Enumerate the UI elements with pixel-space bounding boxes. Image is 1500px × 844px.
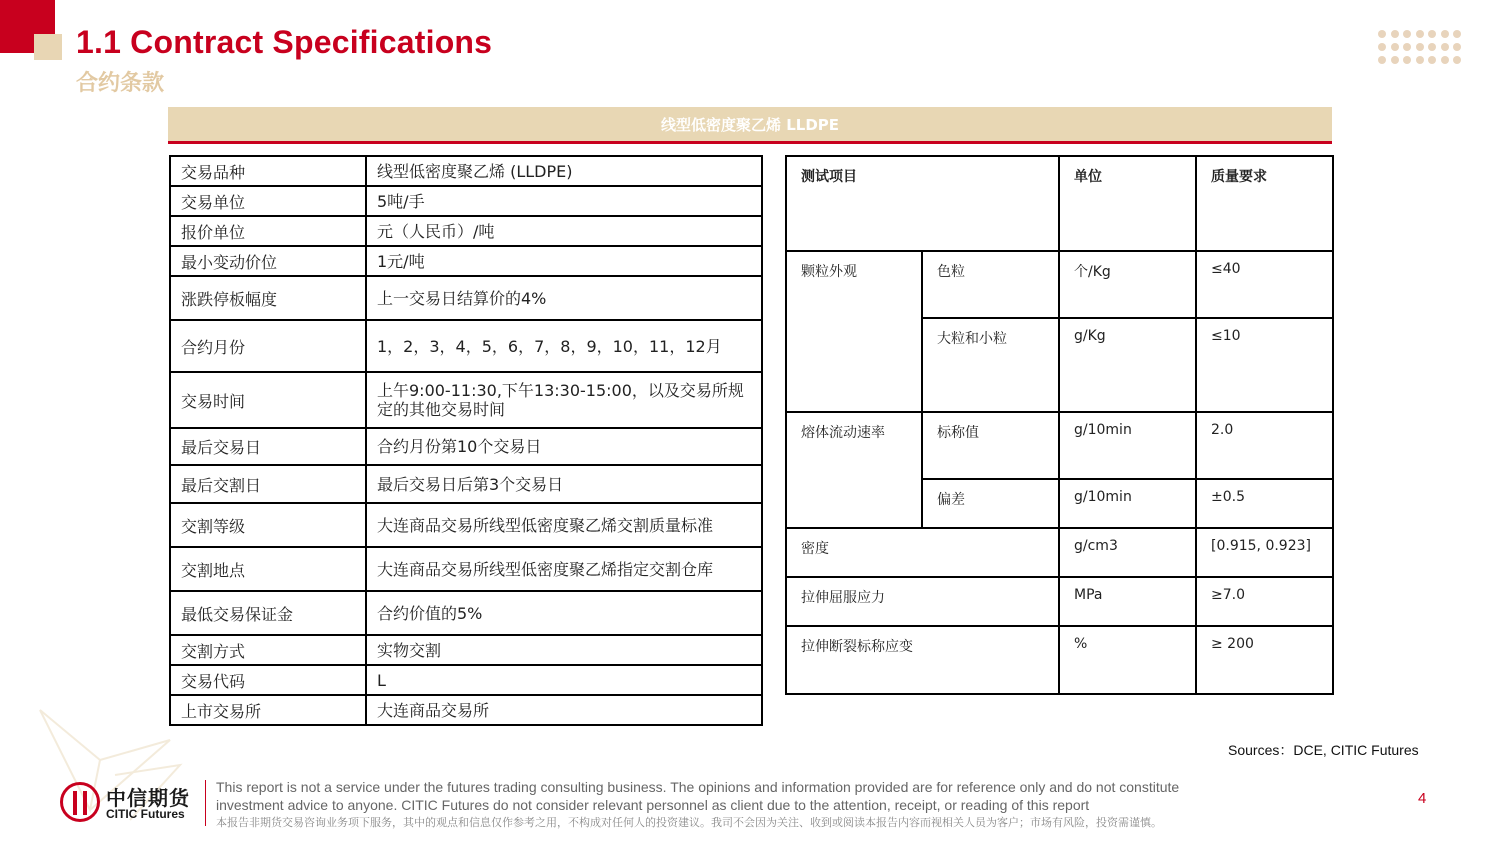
spec-value: 最后交易日后第3个交易日 bbox=[366, 465, 762, 503]
page-title: 1.1 Contract Specifications bbox=[76, 24, 493, 60]
unit-cell: 个/Kg bbox=[1059, 251, 1196, 318]
disclaimer-cn: 本报告非期货交易咨询业务项下服务，其中的观点和信息仅作参考之用，不构成对任何人的投资建议。我司不会因为关注、收到或阅读本报告内容而视相关人员为客户；市场有风险，投资需谨慎。 bbox=[216, 816, 1162, 829]
spec-key: 最小变动价位 bbox=[170, 246, 366, 276]
decor-dot bbox=[1441, 30, 1449, 38]
decor-dot bbox=[1416, 30, 1424, 38]
group-melt-flow: 熔体流动速率 bbox=[786, 412, 922, 528]
spec-key: 最低交易保证金 bbox=[170, 591, 366, 635]
spec-key: 交易单位 bbox=[170, 186, 366, 216]
quality-header-row bbox=[786, 156, 1333, 251]
table-row bbox=[170, 591, 762, 635]
table-row bbox=[170, 465, 762, 503]
spec-key: 涨跌停板幅度 bbox=[170, 276, 366, 320]
decor-dot bbox=[1441, 56, 1449, 64]
item-elongation: 拉伸断裂标称应变 bbox=[786, 626, 1059, 694]
unit-cell: g/Kg bbox=[1059, 318, 1196, 412]
spec-value: 合约价值的5% bbox=[366, 591, 762, 635]
spec-key: 报价单位 bbox=[170, 216, 366, 246]
spec-value: 线型低密度聚乙烯 (LLDPE) bbox=[366, 156, 762, 186]
header-unit: 单位 bbox=[1059, 156, 1196, 251]
spec-key: 交割方式 bbox=[170, 635, 366, 665]
decor-dot bbox=[1453, 56, 1461, 64]
spec-value: 大连商品交易所线型低密度聚乙烯指定交割仓库 bbox=[366, 547, 762, 591]
table-row bbox=[786, 577, 1333, 626]
spec-value: 5吨/手 bbox=[366, 186, 762, 216]
logo-english: CITIC Futures bbox=[106, 807, 185, 821]
disclaimer-en-line2: investment advice to anyone. CITIC Futures do not consider relevant personnel as client due to the attention, receipt, or reading of this report bbox=[216, 797, 1090, 813]
decor-dot bbox=[1391, 43, 1399, 51]
decor-dot bbox=[1403, 56, 1411, 64]
spec-key: 最后交易日 bbox=[170, 428, 366, 465]
page-subtitle: 合约条款 bbox=[76, 71, 165, 96]
spec-key: 交易品种 bbox=[170, 156, 366, 186]
decor-dot bbox=[1403, 43, 1411, 51]
spec-value: L bbox=[366, 665, 762, 695]
spec-value: 大连商品交易所线型低密度聚乙烯交割质量标准 bbox=[366, 503, 762, 547]
req-cell: ±0.5 bbox=[1196, 479, 1333, 528]
table-row bbox=[170, 320, 762, 372]
group-granule: 颗粒外观 bbox=[786, 251, 922, 412]
spec-value: 上一交易日结算价的4% bbox=[366, 276, 762, 320]
decor-dot bbox=[1453, 43, 1461, 51]
spec-key: 最后交割日 bbox=[170, 465, 366, 503]
logo-mark bbox=[60, 782, 100, 822]
table-row bbox=[786, 626, 1333, 694]
decor-dot bbox=[1416, 43, 1424, 51]
decor-dot bbox=[1378, 30, 1386, 38]
table-row bbox=[170, 276, 762, 320]
spec-value: 上午9:00-11:30,下午13:30-15:00，以及交易所规定的其他交易时间 bbox=[366, 372, 762, 428]
spec-value: 大连商品交易所 bbox=[366, 695, 762, 725]
unit-cell: g/10min bbox=[1059, 479, 1196, 528]
spec-key: 交易代码 bbox=[170, 665, 366, 695]
unit-cell: MPa bbox=[1059, 577, 1196, 626]
item-density: 密度 bbox=[786, 528, 1059, 577]
unit-cell: % bbox=[1059, 626, 1196, 694]
table-row bbox=[786, 251, 1333, 318]
table-row bbox=[170, 372, 762, 428]
decor-dot bbox=[1416, 56, 1424, 64]
decor-dot bbox=[1453, 30, 1461, 38]
product-banner: 线型低密度聚乙烯 LLDPE bbox=[168, 107, 1332, 144]
title-marker bbox=[34, 34, 62, 60]
table-row bbox=[786, 528, 1333, 577]
item-cell: 色粒 bbox=[922, 251, 1059, 318]
req-cell: ≤40 bbox=[1196, 251, 1333, 318]
table-row bbox=[170, 216, 762, 246]
decor-dot bbox=[1403, 30, 1411, 38]
req-cell: ≥7.0 bbox=[1196, 577, 1333, 626]
disclaimer-en-line1: This report is not a service under the futures trading consulting business. The opinions and information provided are for reference only and do not constitute bbox=[216, 779, 1180, 795]
item-cell: 偏差 bbox=[922, 479, 1059, 528]
req-cell: [0.915, 0.923] bbox=[1196, 528, 1333, 577]
spec-value: 元（人民币）/吨 bbox=[366, 216, 762, 246]
spec-key: 上市交易所 bbox=[170, 695, 366, 725]
table-row bbox=[170, 635, 762, 665]
footer-divider bbox=[205, 780, 206, 826]
spec-value: 1元/吨 bbox=[366, 246, 762, 276]
spec-key: 合约月份 bbox=[170, 320, 366, 372]
item-cell: 标称值 bbox=[922, 412, 1059, 479]
table-row bbox=[170, 695, 762, 725]
decor-dot bbox=[1428, 30, 1436, 38]
spec-value: 实物交割 bbox=[366, 635, 762, 665]
page-number: 4 bbox=[1418, 790, 1427, 807]
spec-value: 1，2，3，4，5，6，7，8，9，10，11，12月 bbox=[366, 320, 762, 372]
table-row bbox=[170, 186, 762, 216]
table-row bbox=[170, 156, 762, 186]
citic-logo-icon bbox=[60, 780, 200, 826]
decor-dot bbox=[1378, 43, 1386, 51]
req-cell: ≤10 bbox=[1196, 318, 1333, 412]
decor-dot bbox=[1428, 56, 1436, 64]
dot-grid-decoration bbox=[1378, 30, 1462, 66]
table-row bbox=[170, 503, 762, 547]
table-row bbox=[170, 665, 762, 695]
logo-chinese: 中信期货 bbox=[106, 786, 190, 810]
unit-cell: g/10min bbox=[1059, 412, 1196, 479]
decor-dot bbox=[1378, 56, 1386, 64]
table-row bbox=[786, 412, 1333, 479]
decor-dot bbox=[1391, 30, 1399, 38]
spec-key: 交割地点 bbox=[170, 547, 366, 591]
header-requirement: 质量要求 bbox=[1196, 156, 1333, 251]
decor-dot bbox=[1428, 43, 1436, 51]
header-test-item: 测试项目 bbox=[786, 156, 1059, 251]
source-note: Sources：DCE, CITIC Futures bbox=[1228, 742, 1419, 758]
table-row bbox=[170, 428, 762, 465]
decor-dot bbox=[1441, 43, 1449, 51]
req-cell: ≥ 200 bbox=[1196, 626, 1333, 694]
spec-value: 合约月份第10个交易日 bbox=[366, 428, 762, 465]
decor-dot bbox=[1391, 56, 1399, 64]
table-row bbox=[170, 246, 762, 276]
item-cell: 大粒和小粒 bbox=[922, 318, 1059, 412]
contract-spec-table bbox=[169, 155, 763, 726]
spec-key: 交割等级 bbox=[170, 503, 366, 547]
spec-key: 交易时间 bbox=[170, 372, 366, 428]
item-yield-stress: 拉伸屈服应力 bbox=[786, 577, 1059, 626]
unit-cell: g/cm3 bbox=[1059, 528, 1196, 577]
req-cell: 2.0 bbox=[1196, 412, 1333, 479]
quality-spec-table bbox=[785, 155, 1334, 695]
table-row bbox=[170, 547, 762, 591]
